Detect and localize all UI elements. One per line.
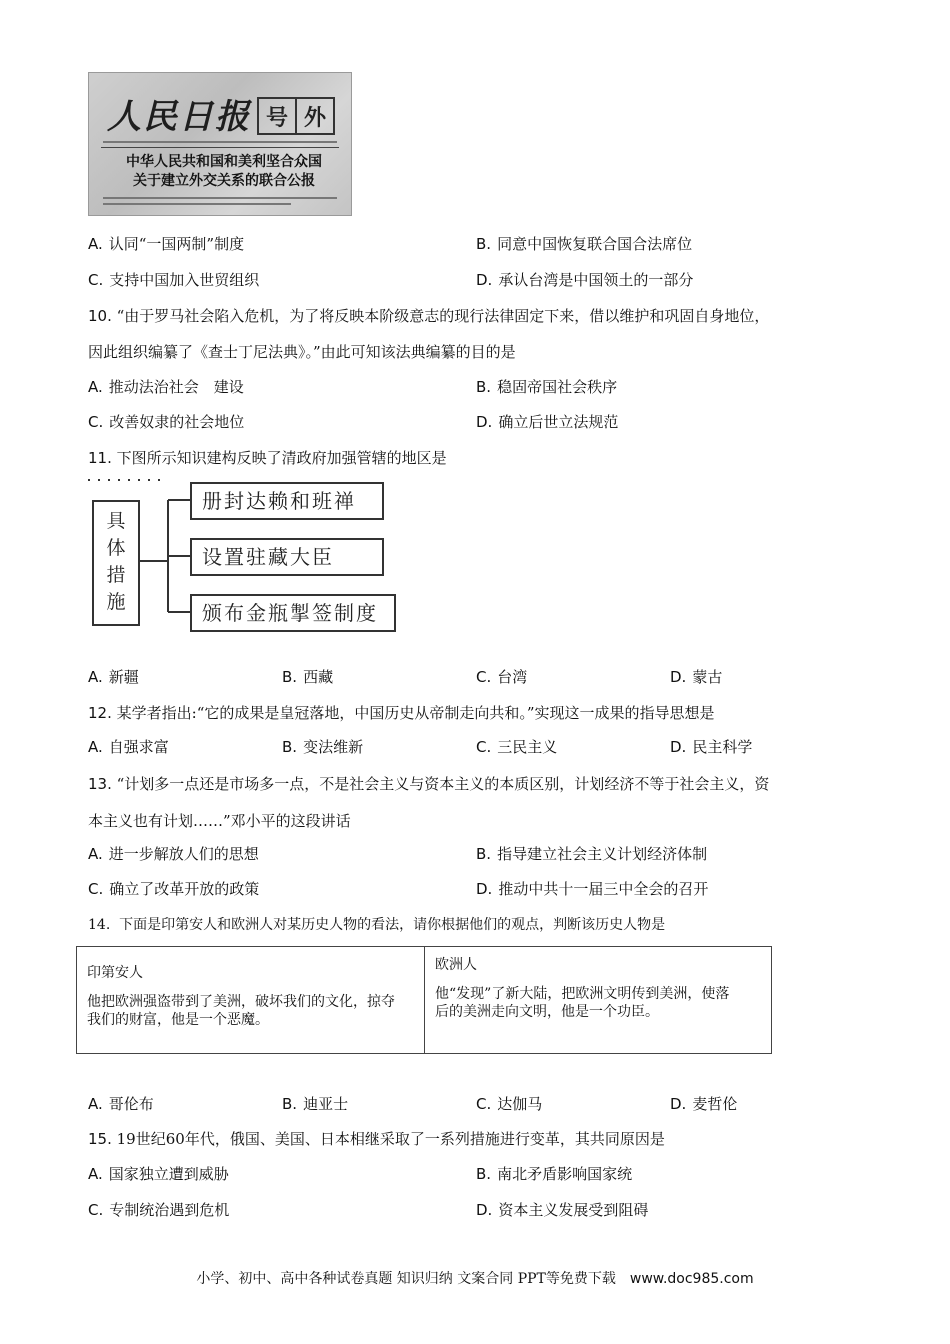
q11-option-d: D. 蒙古 <box>670 668 723 686</box>
diagram-main-char: 体 <box>106 537 126 559</box>
diagram-box-1: 册封达赖和班禅 <box>190 482 384 520</box>
q14-option-c: C. 达伽马 <box>476 1095 543 1113</box>
q10-option-c: C. 改善奴隶的社会地位 <box>88 413 245 431</box>
q9-option-a: A. 认同“一国两制”制度 <box>88 235 245 253</box>
q11-stem: 11. 下图所示知识建构反映了清政府加强管辖的地区是 <box>88 449 447 467</box>
q10-option-a: A. 推动法治社会 建设 <box>88 378 244 396</box>
table-head-indians: 印第安人 <box>87 965 143 981</box>
extra-char: 外 <box>303 104 326 131</box>
q12-option-b: B. 变法维新 <box>282 738 364 756</box>
diagram-main-char: 措 <box>106 564 126 586</box>
table-cell-europeans <box>425 947 771 1053</box>
q9-option-b: B. 同意中国恢复联合国合法席位 <box>476 235 693 253</box>
extra-char: 号 <box>259 99 297 133</box>
newspaper-masthead: 人民日报 <box>107 97 251 137</box>
q12-option-d: D. 民主科学 <box>670 738 753 756</box>
q11-option-b: B. 西藏 <box>282 668 334 686</box>
q14-opinion-table <box>76 946 772 1054</box>
q10-stem-line-1: 10. “由于罗马社会陷入危机，为了将反映本阶级意志的现行法律固定下来，借以维护和巩固自身地位， <box>88 307 770 325</box>
diagram-box-2: 设置驻藏大臣 <box>190 538 384 576</box>
q15-option-c: C. 专制统治遇到危机 <box>88 1201 230 1219</box>
q9-option-d: D. 承认台湾是中国领土的一部分 <box>476 271 694 289</box>
q13-option-a: A. 进一步解放人们的思想 <box>88 845 259 863</box>
table-text-indians: 他把欧洲强盗带到了美洲，破坏我们的文化，掠夺我们的财富，他是一个恶魔。 <box>87 994 395 1028</box>
q10-option-d: D. 确立后世立法规范 <box>476 413 619 431</box>
table-head-europeans: 欧洲人 <box>435 957 477 973</box>
q11-option-c: C. 台湾 <box>476 668 528 686</box>
q13-stem-line-1: 13. “计划多一点还是市场多一点，不是社会主义与资本主义的本质区别，计划经济不等于社会主义，资 <box>88 775 770 793</box>
q12-option-a: A. 自强求富 <box>88 738 169 756</box>
q10-stem-line-2: 因此组织编纂了《查士丁尼法典》。”由此可知该法典编纂的目的是 <box>88 343 516 361</box>
table-text-europeans: 他“发现”了新大陆，把欧洲文明传到美洲，使落后的美洲走向文明，他是一个功臣。 <box>435 986 730 1020</box>
q10-option-b: B. 稳固帝国社会秩序 <box>476 378 618 396</box>
q9-option-c: C. 支持中国加入世贸组织 <box>88 271 260 289</box>
newspaper-headline-1: 中华人民共和国和美利坚合众国 <box>126 154 322 170</box>
q14-option-d: D. 麦哲伦 <box>670 1095 738 1113</box>
q15-stem: 15. 19世纪60年代，俄国、美国、日本相继采取了一系列措施进行变革，其共同原因是 <box>88 1130 665 1148</box>
q14-option-b: B. 迪亚士 <box>282 1095 349 1113</box>
q11-option-a: A. 新疆 <box>88 668 139 686</box>
q12-stem: 12. 某学者指出:“它的成果是皇冠落地，中国历史从帝制走向共和。”实现这一成果的指导思想是 <box>88 704 715 722</box>
q14-stem: 14. 下面是印第安人和欧洲人对某历史人物的看法，请你根据他们的观点，判断该历史人物是 <box>88 917 666 933</box>
footer-url[interactable]: www.doc985.com <box>629 1271 754 1287</box>
q13-option-d: D. 推动中共十一届三中全会的召开 <box>476 880 709 898</box>
diagram-connectors <box>0 0 950 650</box>
q12-option-c: C. 三民主义 <box>476 738 558 756</box>
newspaper-headline-2: 关于建立外交关系的联合公报 <box>133 173 315 189</box>
q15-option-b: B. 南北矛盾影响国家统 <box>476 1165 633 1183</box>
footer-text: 小学、初中、高中各种试卷真题 知识归纳 文案合同 PPT等免费下载 <box>196 1271 616 1287</box>
page-footer <box>0 1268 950 1288</box>
q13-option-b: B. 指导建立社会主义计划经济体制 <box>476 845 708 863</box>
q15-option-a: A. 国家独立遭到威胁 <box>88 1165 229 1183</box>
q13-option-c: C. 确立了改革开放的政策 <box>88 880 260 898</box>
diagram-main-char: 施 <box>106 591 126 613</box>
q15-option-d: D. 资本主义发展受到阻碍 <box>476 1201 649 1219</box>
q14-option-a: A. 哥伦布 <box>88 1095 154 1113</box>
q13-stem-line-2: 本主义也有计划……”邓小平的这段讲话 <box>88 812 351 830</box>
diagram-main-box <box>92 500 140 626</box>
diagram-main-char: 具 <box>106 510 126 532</box>
table-cell-indians <box>77 947 425 1053</box>
diagram-box-3: 颁布金瓶掣签制度 <box>190 594 396 632</box>
